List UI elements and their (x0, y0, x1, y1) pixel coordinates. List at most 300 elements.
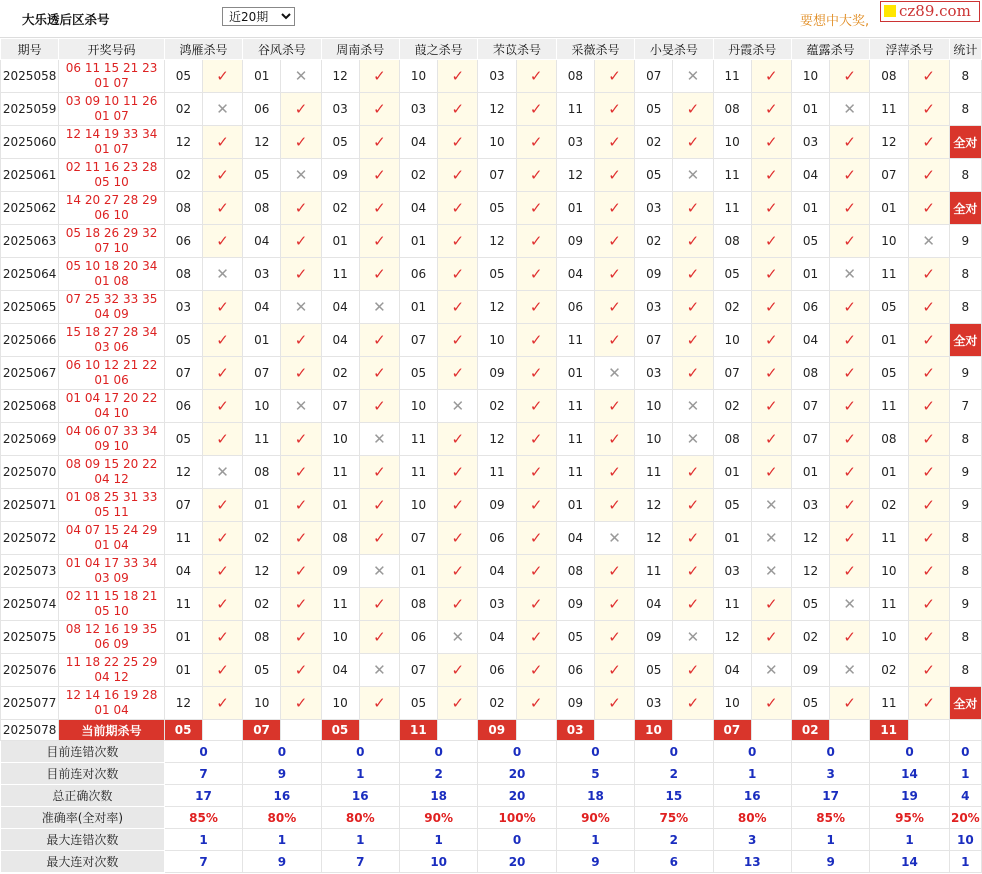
kill-number: 08 (556, 555, 594, 588)
check-icon: ✓ (438, 522, 478, 555)
kill-number: 10 (870, 225, 908, 258)
stats-value: 2 (635, 829, 713, 851)
kill-number: 12 (713, 621, 751, 654)
back-numbers: 03 09 (94, 571, 129, 585)
check-icon: ✓ (202, 687, 242, 720)
kill-number: 12 (164, 126, 202, 159)
kill-number: 03 (478, 60, 516, 93)
kill-number: 12 (635, 489, 673, 522)
col-period[interactable]: 期号 (1, 39, 59, 60)
count-cell: 9 (949, 225, 981, 258)
kill-number: 08 (164, 192, 202, 225)
kill-number: 11 (399, 456, 437, 489)
check-icon: ✓ (594, 291, 634, 324)
current-row (1, 720, 982, 741)
cross-icon: ✕ (751, 522, 791, 555)
check-icon: ✓ (830, 291, 870, 324)
kill-number: 11 (556, 423, 594, 456)
period-cell: 2025072 (1, 522, 59, 555)
kill-number: 11 (713, 60, 751, 93)
check-icon: ✓ (516, 555, 556, 588)
check-icon: ✓ (281, 126, 321, 159)
stats-value: 16 (243, 785, 321, 807)
check-icon: ✓ (751, 126, 791, 159)
check-icon: ✓ (202, 489, 242, 522)
kill-number: 04 (478, 621, 516, 654)
check-icon: ✓ (281, 258, 321, 291)
period-cell: 2025074 (1, 588, 59, 621)
check-icon: ✓ (202, 192, 242, 225)
cross-icon: ✕ (673, 390, 713, 423)
check-icon: ✓ (438, 555, 478, 588)
check-icon: ✓ (751, 423, 791, 456)
check-icon: ✓ (516, 357, 556, 390)
stats-value: 0 (243, 741, 321, 763)
col-expert[interactable]: 鸿雁杀号 (164, 39, 242, 60)
stats-value: 0 (478, 829, 556, 851)
front-numbers: 06 10 12 21 22 (65, 358, 158, 372)
cross-icon: ✕ (281, 60, 321, 93)
draw-cell (59, 93, 165, 126)
check-icon: ✓ (516, 423, 556, 456)
check-icon: ✓ (751, 291, 791, 324)
col-expert[interactable]: 葭之杀号 (399, 39, 477, 60)
kill-number: 02 (713, 390, 751, 423)
stats-value: 0 (478, 741, 556, 763)
count-cell: 9 (949, 489, 981, 522)
draw-cell (59, 258, 165, 291)
check-icon: ✓ (830, 159, 870, 192)
kill-number: 05 (635, 654, 673, 687)
current-pick: 11 (870, 720, 908, 741)
front-numbers: 12 14 19 33 34 (65, 127, 158, 141)
kill-number: 01 (870, 456, 908, 489)
kill-number: 05 (870, 291, 908, 324)
kill-table (0, 38, 982, 873)
front-numbers: 12 14 16 19 28 (65, 688, 158, 702)
draw-cell (59, 357, 165, 390)
check-icon: ✓ (359, 456, 399, 489)
kill-number: 07 (321, 390, 359, 423)
check-icon: ✓ (830, 489, 870, 522)
back-numbers: 05 10 (94, 604, 129, 618)
kill-number: 12 (243, 555, 281, 588)
stats-label: 最大连对次数 (1, 851, 165, 873)
check-icon: ✓ (751, 93, 791, 126)
col-expert[interactable]: 谷风杀号 (243, 39, 321, 60)
check-icon: ✓ (438, 258, 478, 291)
check-icon: ✓ (673, 357, 713, 390)
cross-icon: ✕ (359, 423, 399, 456)
stats-value: 6 (635, 851, 713, 873)
col-expert[interactable]: 采薇杀号 (556, 39, 634, 60)
stats-row (1, 741, 982, 763)
stats-value: 18 (399, 785, 477, 807)
back-numbers: 05 11 (94, 505, 129, 519)
stats-total: 0 (949, 741, 981, 763)
table-row (1, 588, 982, 621)
kill-number: 02 (164, 159, 202, 192)
check-icon: ✓ (516, 291, 556, 324)
kill-number: 02 (243, 522, 281, 555)
stats-value: 1 (321, 763, 399, 785)
check-icon: ✓ (594, 423, 634, 456)
check-icon: ✓ (751, 258, 791, 291)
table-row (1, 159, 982, 192)
kill-number: 09 (556, 588, 594, 621)
check-icon: ✓ (516, 456, 556, 489)
check-icon: ✓ (830, 555, 870, 588)
front-numbers: 05 10 18 20 34 (65, 259, 158, 273)
table-row (1, 489, 982, 522)
check-icon: ✓ (594, 93, 634, 126)
check-icon: ✓ (202, 423, 242, 456)
table-row (1, 654, 982, 687)
kill-number: 09 (556, 687, 594, 720)
kill-number: 12 (478, 291, 516, 324)
check-icon: ✓ (908, 654, 949, 687)
logo-dot-icon (884, 5, 896, 17)
count-cell: 全对 (949, 687, 981, 720)
kill-number: 10 (321, 621, 359, 654)
kill-number: 10 (243, 390, 281, 423)
stats-value: 1 (713, 763, 791, 785)
col-count[interactable]: 统计 (949, 39, 981, 60)
back-numbers: 01 04 (94, 538, 129, 552)
stats-value: 1 (870, 829, 949, 851)
stats-value: 0 (164, 741, 242, 763)
cross-icon: ✕ (830, 654, 870, 687)
current-blank (949, 720, 981, 741)
kill-number: 08 (164, 258, 202, 291)
kill-number: 11 (478, 456, 516, 489)
front-numbers: 11 18 22 25 29 (65, 655, 158, 669)
col-expert[interactable]: 蕴露杀号 (791, 39, 869, 60)
current-label: 当前期杀号 (59, 720, 165, 741)
kill-number: 01 (321, 489, 359, 522)
check-icon: ✓ (438, 456, 478, 489)
back-numbers: 04 12 (94, 670, 129, 684)
kill-number: 05 (635, 159, 673, 192)
col-draw[interactable]: 开奖号码 (59, 39, 165, 60)
stats-value: 7 (321, 851, 399, 873)
back-numbers: 04 09 (94, 307, 129, 321)
stats-value: 16 (321, 785, 399, 807)
check-icon: ✓ (516, 489, 556, 522)
count-cell: 8 (949, 621, 981, 654)
kill-number: 08 (556, 60, 594, 93)
stats-value: 85% (791, 807, 869, 829)
check-icon: ✓ (516, 159, 556, 192)
kill-number: 06 (399, 621, 437, 654)
current-pick: 07 (713, 720, 751, 741)
kill-number: 01 (556, 192, 594, 225)
kill-number: 04 (478, 555, 516, 588)
draw-cell (59, 423, 165, 456)
kill-number: 12 (556, 159, 594, 192)
col-expert[interactable]: 浮萍杀号 (870, 39, 949, 60)
count-cell: 8 (949, 555, 981, 588)
stats-value: 2 (635, 763, 713, 785)
kill-number: 04 (164, 555, 202, 588)
check-icon: ✓ (281, 654, 321, 687)
stats-row (1, 807, 982, 829)
kill-number: 09 (321, 159, 359, 192)
count-cell: 全对 (949, 126, 981, 159)
col-expert[interactable]: 小旻杀号 (635, 39, 713, 60)
kill-number: 05 (164, 324, 202, 357)
kill-number: 09 (635, 621, 673, 654)
check-icon: ✓ (594, 489, 634, 522)
kill-number: 06 (164, 225, 202, 258)
stats-value: 0 (635, 741, 713, 763)
check-icon: ✓ (908, 390, 949, 423)
back-numbers: 01 06 (94, 373, 129, 387)
stats-value: 1 (791, 829, 869, 851)
check-icon: ✓ (908, 588, 949, 621)
kill-number: 11 (556, 456, 594, 489)
check-icon: ✓ (908, 258, 949, 291)
kill-number: 12 (478, 93, 516, 126)
stats-value: 18 (556, 785, 634, 807)
kill-number: 07 (791, 390, 829, 423)
check-icon: ✓ (202, 324, 242, 357)
check-icon: ✓ (516, 390, 556, 423)
table-row (1, 390, 982, 423)
site-logo[interactable] (880, 1, 980, 22)
check-icon: ✓ (594, 654, 634, 687)
kill-number: 03 (399, 93, 437, 126)
front-numbers: 05 18 26 29 32 (65, 226, 158, 240)
current-pick: 05 (321, 720, 359, 741)
check-icon: ✓ (438, 423, 478, 456)
count-cell: 8 (949, 258, 981, 291)
stats-value: 19 (870, 785, 949, 807)
count-cell: 9 (949, 588, 981, 621)
cross-icon: ✕ (908, 225, 949, 258)
check-icon: ✓ (908, 456, 949, 489)
period-cell: 2025062 (1, 192, 59, 225)
col-expert[interactable]: 丹霞杀号 (713, 39, 791, 60)
check-icon: ✓ (281, 423, 321, 456)
period-cell: 2025071 (1, 489, 59, 522)
check-icon: ✓ (594, 456, 634, 489)
stats-value: 17 (791, 785, 869, 807)
check-icon: ✓ (281, 687, 321, 720)
check-icon: ✓ (594, 390, 634, 423)
draw-cell (59, 225, 165, 258)
check-icon: ✓ (830, 522, 870, 555)
kill-number: 10 (321, 423, 359, 456)
count-cell: 8 (949, 159, 981, 192)
check-icon: ✓ (673, 126, 713, 159)
cross-icon: ✕ (202, 93, 242, 126)
kill-number: 04 (321, 654, 359, 687)
check-icon: ✓ (830, 687, 870, 720)
cross-icon: ✕ (673, 423, 713, 456)
kill-number: 11 (635, 555, 673, 588)
check-icon: ✓ (202, 357, 242, 390)
current-pick: 05 (164, 720, 202, 741)
check-icon: ✓ (594, 159, 634, 192)
front-numbers: 01 04 17 33 34 (65, 556, 158, 570)
check-icon: ✓ (908, 60, 949, 93)
cross-icon: ✕ (830, 588, 870, 621)
kill-number: 01 (870, 324, 908, 357)
cross-icon: ✕ (202, 456, 242, 489)
check-icon: ✓ (202, 654, 242, 687)
check-icon: ✓ (516, 93, 556, 126)
stats-value: 85% (164, 807, 242, 829)
draw-cell (59, 489, 165, 522)
current-pick: 10 (635, 720, 673, 741)
back-numbers: 04 12 (94, 472, 129, 486)
check-icon: ✓ (594, 324, 634, 357)
kill-number: 02 (321, 192, 359, 225)
kill-number: 03 (243, 258, 281, 291)
check-icon: ✓ (594, 225, 634, 258)
col-expert[interactable]: 芣苡杀号 (478, 39, 556, 60)
check-icon: ✓ (673, 324, 713, 357)
kill-number: 04 (243, 291, 281, 324)
kill-number: 09 (635, 258, 673, 291)
kill-number: 05 (243, 654, 281, 687)
check-icon: ✓ (281, 522, 321, 555)
kill-number: 09 (791, 654, 829, 687)
stats-value: 0 (321, 741, 399, 763)
cross-icon: ✕ (673, 60, 713, 93)
front-numbers: 03 09 10 11 26 (65, 94, 158, 108)
kill-number: 12 (478, 225, 516, 258)
check-icon: ✓ (830, 225, 870, 258)
check-icon: ✓ (594, 126, 634, 159)
table-row (1, 258, 982, 291)
check-icon: ✓ (673, 192, 713, 225)
front-numbers: 02 11 16 23 28 (65, 160, 158, 174)
check-icon: ✓ (673, 489, 713, 522)
check-icon: ✓ (438, 159, 478, 192)
kill-number: 07 (870, 159, 908, 192)
check-icon: ✓ (281, 588, 321, 621)
check-icon: ✓ (751, 687, 791, 720)
kill-number: 06 (243, 93, 281, 126)
kill-number: 07 (635, 324, 673, 357)
check-icon: ✓ (673, 225, 713, 258)
kill-number: 02 (713, 291, 751, 324)
kill-number: 10 (870, 555, 908, 588)
kill-number: 07 (713, 357, 751, 390)
count-cell: 全对 (949, 192, 981, 225)
kill-number: 05 (321, 126, 359, 159)
cross-icon: ✕ (359, 555, 399, 588)
kill-number: 10 (791, 60, 829, 93)
cross-icon: ✕ (281, 159, 321, 192)
check-icon: ✓ (359, 258, 399, 291)
check-icon: ✓ (830, 456, 870, 489)
col-expert[interactable]: 周南杀号 (321, 39, 399, 60)
front-numbers: 06 11 15 21 23 (65, 61, 158, 75)
promo-text[interactable]: 要想中大奖, (800, 14, 870, 29)
kill-number: 03 (478, 588, 516, 621)
kill-number: 11 (713, 588, 751, 621)
check-icon: ✓ (438, 324, 478, 357)
table-row (1, 555, 982, 588)
front-numbers: 04 07 15 24 29 (65, 523, 158, 537)
check-icon: ✓ (516, 588, 556, 621)
check-icon: ✓ (751, 159, 791, 192)
check-icon: ✓ (751, 588, 791, 621)
draw-cell (59, 324, 165, 357)
check-icon: ✓ (359, 126, 399, 159)
cross-icon: ✕ (202, 258, 242, 291)
check-icon: ✓ (673, 291, 713, 324)
kill-number: 02 (791, 621, 829, 654)
draw-cell (59, 621, 165, 654)
check-icon: ✓ (202, 60, 242, 93)
kill-number: 04 (243, 225, 281, 258)
check-icon: ✓ (359, 687, 399, 720)
check-icon: ✓ (751, 192, 791, 225)
kill-number: 07 (399, 522, 437, 555)
stats-label: 总正确次数 (1, 785, 165, 807)
kill-number: 04 (399, 126, 437, 159)
check-icon: ✓ (202, 225, 242, 258)
table-row (1, 60, 982, 93)
kill-number: 02 (870, 654, 908, 687)
front-numbers: 01 08 25 31 33 (65, 490, 158, 504)
kill-number: 04 (321, 324, 359, 357)
draw-cell (59, 588, 165, 621)
count-cell: 8 (949, 60, 981, 93)
kill-number: 04 (791, 324, 829, 357)
header-row (1, 39, 982, 60)
kill-number: 12 (791, 522, 829, 555)
check-icon: ✓ (830, 126, 870, 159)
kill-number: 06 (478, 522, 516, 555)
check-icon: ✓ (202, 588, 242, 621)
kill-number: 07 (791, 423, 829, 456)
check-icon: ✓ (359, 522, 399, 555)
kill-number: 10 (399, 390, 437, 423)
table-row (1, 357, 982, 390)
kill-number: 08 (713, 423, 751, 456)
stats-value: 0 (556, 741, 634, 763)
kill-number: 01 (791, 192, 829, 225)
stats-value: 0 (399, 741, 477, 763)
range-select[interactable] (222, 7, 295, 26)
current-blank (359, 720, 399, 741)
stats-value: 14 (870, 851, 949, 873)
check-icon: ✓ (359, 93, 399, 126)
draw-cell (59, 291, 165, 324)
check-icon: ✓ (359, 357, 399, 390)
check-icon: ✓ (281, 93, 321, 126)
stats-label: 准确率(全对率) (1, 807, 165, 829)
stats-value: 3 (791, 763, 869, 785)
check-icon: ✓ (516, 324, 556, 357)
kill-number: 11 (870, 588, 908, 621)
check-icon: ✓ (202, 390, 242, 423)
check-icon: ✓ (908, 159, 949, 192)
cross-icon: ✕ (281, 390, 321, 423)
kill-number: 08 (713, 93, 751, 126)
kill-number: 02 (870, 489, 908, 522)
kill-number: 03 (635, 192, 673, 225)
kill-number: 01 (164, 654, 202, 687)
stats-value: 13 (713, 851, 791, 873)
kill-number: 05 (791, 225, 829, 258)
cross-icon: ✕ (673, 159, 713, 192)
